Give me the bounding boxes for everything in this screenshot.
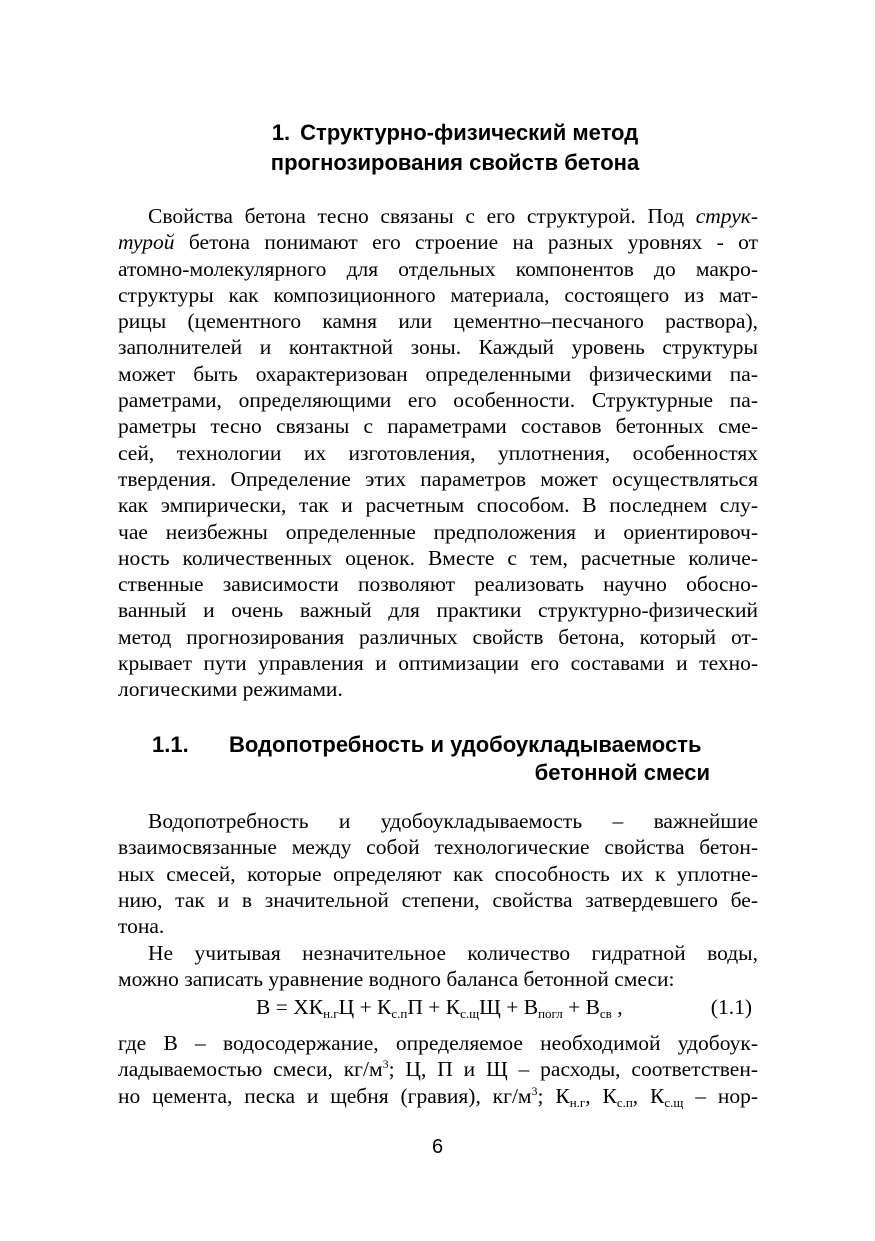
paragraph-line: ственные зависимости позволяют реализовать научно обосно- xyxy=(118,572,758,597)
formula-subscript: погл xyxy=(538,1006,563,1021)
text-run: , К xyxy=(585,1083,617,1108)
paragraph-line xyxy=(118,1083,758,1109)
subscript: с.п xyxy=(616,1094,633,1110)
text-run: Свойства бетона тесно связаны с его структурой. Под xyxy=(148,204,696,228)
formula-subscript: св xyxy=(599,1006,612,1021)
paragraph-line: нию, так и в значительной степени, свойства затвердевшего бе- xyxy=(118,887,758,912)
section-title-line1 xyxy=(150,118,760,148)
subsection-title-line1 xyxy=(152,730,772,760)
section-number: 1. xyxy=(271,120,291,145)
paragraph-line xyxy=(118,1056,758,1082)
formula-term: Щ + В xyxy=(479,995,539,1019)
text-run: но цемента, песка и щебня (гравия), кг/м xyxy=(118,1083,532,1108)
paragraph-line: атомно-молекулярного для отдельных компонентов до макро- xyxy=(118,256,758,281)
formula-term: = ХК xyxy=(270,995,324,1019)
subscript: н.г xyxy=(569,1094,586,1110)
paragraph-structure xyxy=(118,203,758,703)
paragraph-line: раметры тесно связаны с параметрами составов бетонных сме- xyxy=(118,414,758,439)
page-number: 6 xyxy=(431,1136,444,1158)
section-title-line2: прогнозирования свойств бетона xyxy=(270,150,640,175)
paragraph-line: метод прогнозирования различных свойств бетона, который от- xyxy=(118,624,758,649)
text-run: , К xyxy=(632,1083,665,1108)
paragraph-line: структуры как композиционного материала, состоящего из мат- xyxy=(118,282,758,307)
paragraph-line: Водопотребность и удобоукладываемость – важнейшие xyxy=(148,809,758,833)
paragraph-line: ванный и очень важный для практики структурно-физический xyxy=(118,598,758,623)
equation-1-1 xyxy=(118,993,758,1023)
text-run: ладываемостью смеси, кг/м xyxy=(118,1057,383,1082)
equation-number: (1.1) xyxy=(710,995,752,1019)
paragraph-water-balance xyxy=(118,940,758,993)
formula-subscript: с.п xyxy=(391,1006,408,1021)
paragraph-line: ность количественных оценок. Вместе с тем, расчетные количе- xyxy=(118,545,758,570)
paragraph-line: чае неизбежны определенные предположения и ориентировоч- xyxy=(118,519,758,544)
paragraph-line: можно записать уравнение водного баланса бетонной смеси: xyxy=(118,967,675,992)
formula-subscript: с.щ xyxy=(460,1006,480,1021)
paragraph-line: Не учитывая незначительное количество гидратной воды, xyxy=(148,941,758,965)
subsection-title-line2: бетонной смеси xyxy=(534,760,710,785)
paragraph-line: может быть охарактеризован определенными физическими па- xyxy=(118,361,758,386)
superscript: 3 xyxy=(382,1057,389,1072)
text-run: ; Ц, П и Щ – расходы, соответствен- xyxy=(388,1057,758,1082)
text-run: – нор- xyxy=(683,1083,758,1108)
formula-term: П + К xyxy=(407,995,461,1019)
superscript: 3 xyxy=(531,1083,538,1098)
section-title xyxy=(150,118,760,178)
italic-term: турой xyxy=(118,230,175,255)
formula-term: , xyxy=(611,995,623,1019)
text-run: бетона понимают его строение на разных уровнях - от xyxy=(174,230,758,255)
formula-subscript: н.г xyxy=(323,1006,339,1021)
equation-expression xyxy=(256,995,623,1020)
paragraph-line: логическими режимами. xyxy=(118,677,343,702)
paragraph-water-demand xyxy=(118,808,758,939)
paragraph-line: твердения. Определение этих параметров может осуществляться xyxy=(118,466,758,491)
section-title-text: Структурно-физический метод xyxy=(300,120,639,145)
paragraph-line: сей, технологии их изготовления, уплотнения, особенностях xyxy=(118,440,758,465)
paragraph-line: крывает пути управления и оптимизации его составами и техно- xyxy=(118,651,758,676)
formula-term: + В xyxy=(562,995,600,1019)
paragraph-line: где В – водосодержание, определяемое необходимой удобоук- xyxy=(118,1031,758,1055)
formula-term: В xyxy=(256,995,271,1019)
subsection-number: 1.1. xyxy=(152,732,189,757)
paragraph-line: как эмпирически, так и расчетным способом. В последнем слу- xyxy=(118,493,758,518)
paragraph-line xyxy=(118,229,758,255)
subsection-title-text: Водопотребность и удобоукладываемость xyxy=(229,732,702,757)
paragraph-line: заполнителей и контактной зоны. Каждый уровень структуры xyxy=(118,335,758,360)
subscript: с.щ xyxy=(664,1094,684,1110)
paragraph-line: рицы (цементного камня или цементно–песчаного раствора), xyxy=(118,309,758,334)
italic-term: струк- xyxy=(695,204,758,228)
text-run: ; К xyxy=(537,1083,570,1108)
paragraph-definitions xyxy=(118,1030,758,1109)
paragraph-line: ных смесей, которые определяют как способность их к уплотне- xyxy=(118,861,758,886)
paragraph-line: тона. xyxy=(118,914,165,939)
formula-term: Ц + К xyxy=(338,995,392,1019)
paragraph-line: взаимосвязанные между собой технологические свойства бетон- xyxy=(118,835,758,860)
paragraph-line xyxy=(118,203,758,229)
paragraph-line: раметрами, определяющими его особенности. Структурные па- xyxy=(118,388,758,413)
